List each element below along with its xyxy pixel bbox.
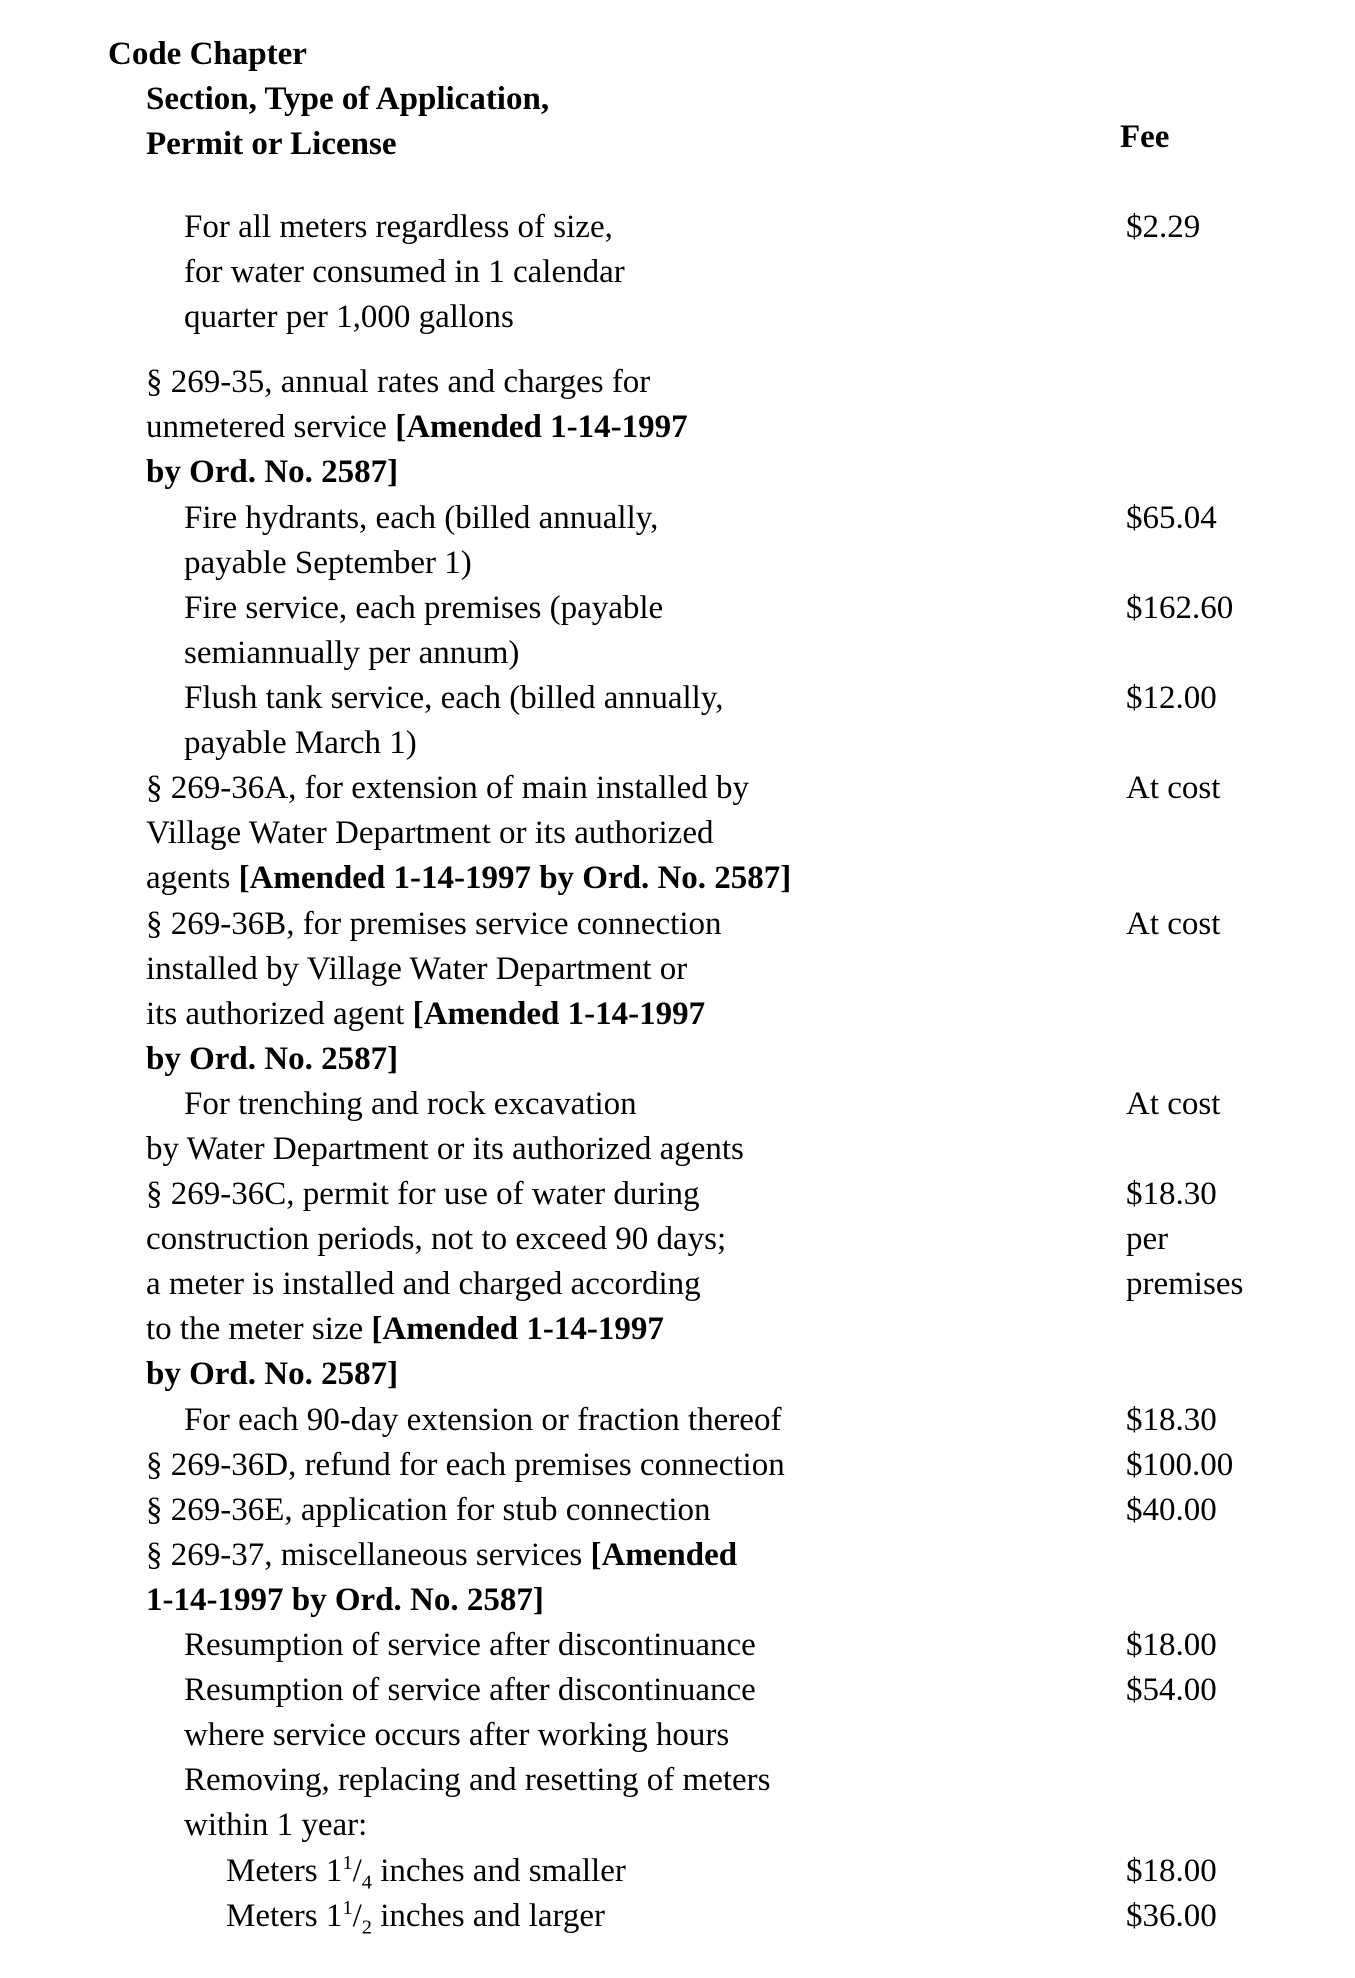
description-line: by Ord. No. 2587] — [146, 1356, 399, 1393]
header-fee: Fee — [1120, 119, 1170, 155]
description-line: construction periods, not to exceed 90 days; — [146, 1221, 727, 1258]
fee-row-description — [226, 1894, 1226, 1939]
fee-row — [0, 1758, 1355, 1848]
fee-row-description — [146, 902, 1146, 1082]
fee-row-description — [146, 766, 1146, 901]
fee-row — [0, 1894, 1355, 1939]
description-line: by Ord. No. 2587] — [146, 1040, 399, 1077]
fee-row-amount — [1126, 676, 1346, 721]
fee-row-description — [184, 676, 1184, 766]
fee-row-amount — [1126, 586, 1346, 631]
fee-row-description — [184, 586, 1184, 676]
fee-line: At cost — [1126, 770, 1221, 807]
fee-row-amount — [1126, 496, 1346, 541]
fee-line: At cost — [1126, 905, 1221, 942]
description-line: installed by Village Water Department or — [146, 950, 688, 987]
description-line: semiannually per annum) — [184, 634, 520, 671]
fee-line: $36.00 — [1126, 1897, 1217, 1934]
fee-row — [0, 1849, 1355, 1894]
fee-line: $18.30 — [1126, 1401, 1217, 1438]
fee-row-description — [184, 496, 1184, 586]
description-line: § 269-36B, for premises service connection — [146, 905, 722, 942]
description-line: within 1 year: — [184, 1807, 368, 1844]
fee-row — [0, 586, 1355, 676]
description-line: by Ord. No. 2587] — [146, 454, 399, 491]
fee-row-description — [146, 1443, 1146, 1488]
description-line: payable March 1) — [184, 725, 417, 762]
fee-row-description — [184, 1398, 1184, 1443]
fee-row — [0, 1443, 1355, 1488]
fee-row-description — [146, 360, 1146, 495]
fee-row-amount — [1126, 1894, 1346, 1939]
fee-row — [0, 205, 1355, 340]
description-line: for water consumed in 1 calendar — [184, 254, 625, 291]
fee-row-amount — [1126, 1172, 1346, 1307]
description-line: Fire service, each premises (payable — [184, 589, 664, 626]
header-section-type: Section, Type of Application, — [146, 81, 550, 117]
fee-line: per — [1126, 1221, 1169, 1258]
fee-line: $18.30 — [1126, 1176, 1217, 1213]
description-line: § 269-36A, for extension of main installed by — [146, 770, 750, 807]
fee-row-description — [146, 1488, 1146, 1533]
fee-row — [0, 676, 1355, 766]
description-line: its authorized agent [Amended 1-14-1997 — [146, 995, 706, 1032]
fee-row — [0, 902, 1355, 1082]
fee-row — [0, 1082, 1355, 1127]
fee-row-description — [146, 1127, 1146, 1172]
fee-row-amount — [1126, 1082, 1346, 1127]
description-line: Village Water Department or its authorized — [146, 815, 714, 852]
description-line: Meters $1^1/_2$ inches and larger — [226, 1896, 606, 1939]
fee-row-description — [146, 1172, 1146, 1397]
fee-row-description — [184, 1668, 1184, 1758]
description-line: a meter is installed and charged according — [146, 1266, 701, 1303]
header-code-chapter: Code Chapter — [108, 36, 307, 72]
description-line: For each 90-day extension or fraction thereof — [184, 1401, 782, 1438]
fee-row — [0, 1668, 1355, 1758]
fee-row-description — [226, 1849, 1226, 1894]
description-line: For trenching and rock excavation — [184, 1085, 637, 1122]
description-line: § 269-37, miscellaneous services [Amended — [146, 1536, 738, 1573]
fee-row — [0, 1127, 1355, 1172]
description-line: quarter per 1,000 gallons — [184, 299, 514, 336]
fee-line: $2.29 — [1126, 209, 1201, 245]
fee-line: $40.00 — [1126, 1491, 1217, 1528]
fee-row — [0, 496, 1355, 586]
fee-row — [0, 1488, 1355, 1533]
description-line: § 269-36D, refund for each premises connection — [146, 1446, 785, 1483]
description-line: Resumption of service after discontinuance — [184, 1672, 756, 1709]
fee-row-amount — [1126, 1398, 1346, 1443]
fee-row — [0, 360, 1355, 495]
fee-row — [0, 1533, 1355, 1623]
fee-row-amount — [1126, 1849, 1346, 1894]
description-line: § 269-35, annual rates and charges for — [146, 364, 651, 401]
description-line: Fire hydrants, each (billed annually, — [184, 499, 659, 536]
fee-line: At cost — [1126, 1085, 1221, 1122]
description-line: For all meters regardless of size, — [184, 209, 613, 245]
description-line: Resumption of service after discontinuance — [184, 1627, 756, 1664]
fee-row-amount — [1126, 1668, 1346, 1713]
description-line: § 269-36E, application for stub connection — [146, 1491, 711, 1528]
description-line: payable September 1) — [184, 544, 472, 581]
fee-row-amount — [1126, 766, 1346, 811]
fee-row — [0, 1398, 1355, 1443]
fee-line: $54.00 — [1126, 1672, 1217, 1709]
fee-line: $18.00 — [1126, 1627, 1217, 1664]
fee-line: $65.04 — [1126, 499, 1217, 536]
description-line: where service occurs after working hours — [184, 1717, 730, 1754]
fee-line: $100.00 — [1126, 1446, 1234, 1483]
fee-row — [0, 1172, 1355, 1398]
fee-row — [0, 766, 1355, 901]
fee-row-amount — [1126, 1488, 1346, 1533]
description-line: agents [Amended 1-14-1997 by Ord. No. 2587] — [146, 860, 792, 897]
description-line: Flush tank service, each (billed annually, — [184, 680, 724, 716]
description-line: unmetered service [Amended 1-14-1997 — [146, 409, 688, 446]
fee-row — [0, 1623, 1355, 1668]
description-line: § 269-36C, permit for use of water during — [146, 1176, 700, 1213]
header-permit-license: Permit or License — [146, 126, 397, 162]
fee-row-amount — [1126, 205, 1346, 250]
fee-line: $12.00 — [1126, 680, 1217, 716]
fee-row-amount — [1126, 902, 1346, 947]
fee-line: $18.00 — [1126, 1852, 1217, 1889]
fee-row-description — [146, 1533, 1146, 1623]
description-line: 1-14-1997 by Ord. No. 2587] — [146, 1581, 544, 1618]
fee-line: $162.60 — [1126, 589, 1234, 626]
description-line: Meters $1^1/_4$ inches and smaller — [226, 1851, 626, 1894]
description-line: Removing, replacing and resetting of meters — [184, 1762, 771, 1799]
description-line: by Water Department or its authorized agents — [146, 1131, 744, 1167]
fee-line: premises — [1126, 1266, 1244, 1303]
fee-row-description — [184, 1082, 1184, 1127]
fee-row-description — [184, 1758, 1184, 1848]
fee-row-description — [184, 205, 1184, 340]
fee-row-amount — [1126, 1443, 1346, 1488]
fee-row-description — [184, 1623, 1184, 1668]
fee-row-amount — [1126, 1623, 1346, 1668]
description-line: to the meter size [Amended 1-14-1997 — [146, 1311, 664, 1348]
